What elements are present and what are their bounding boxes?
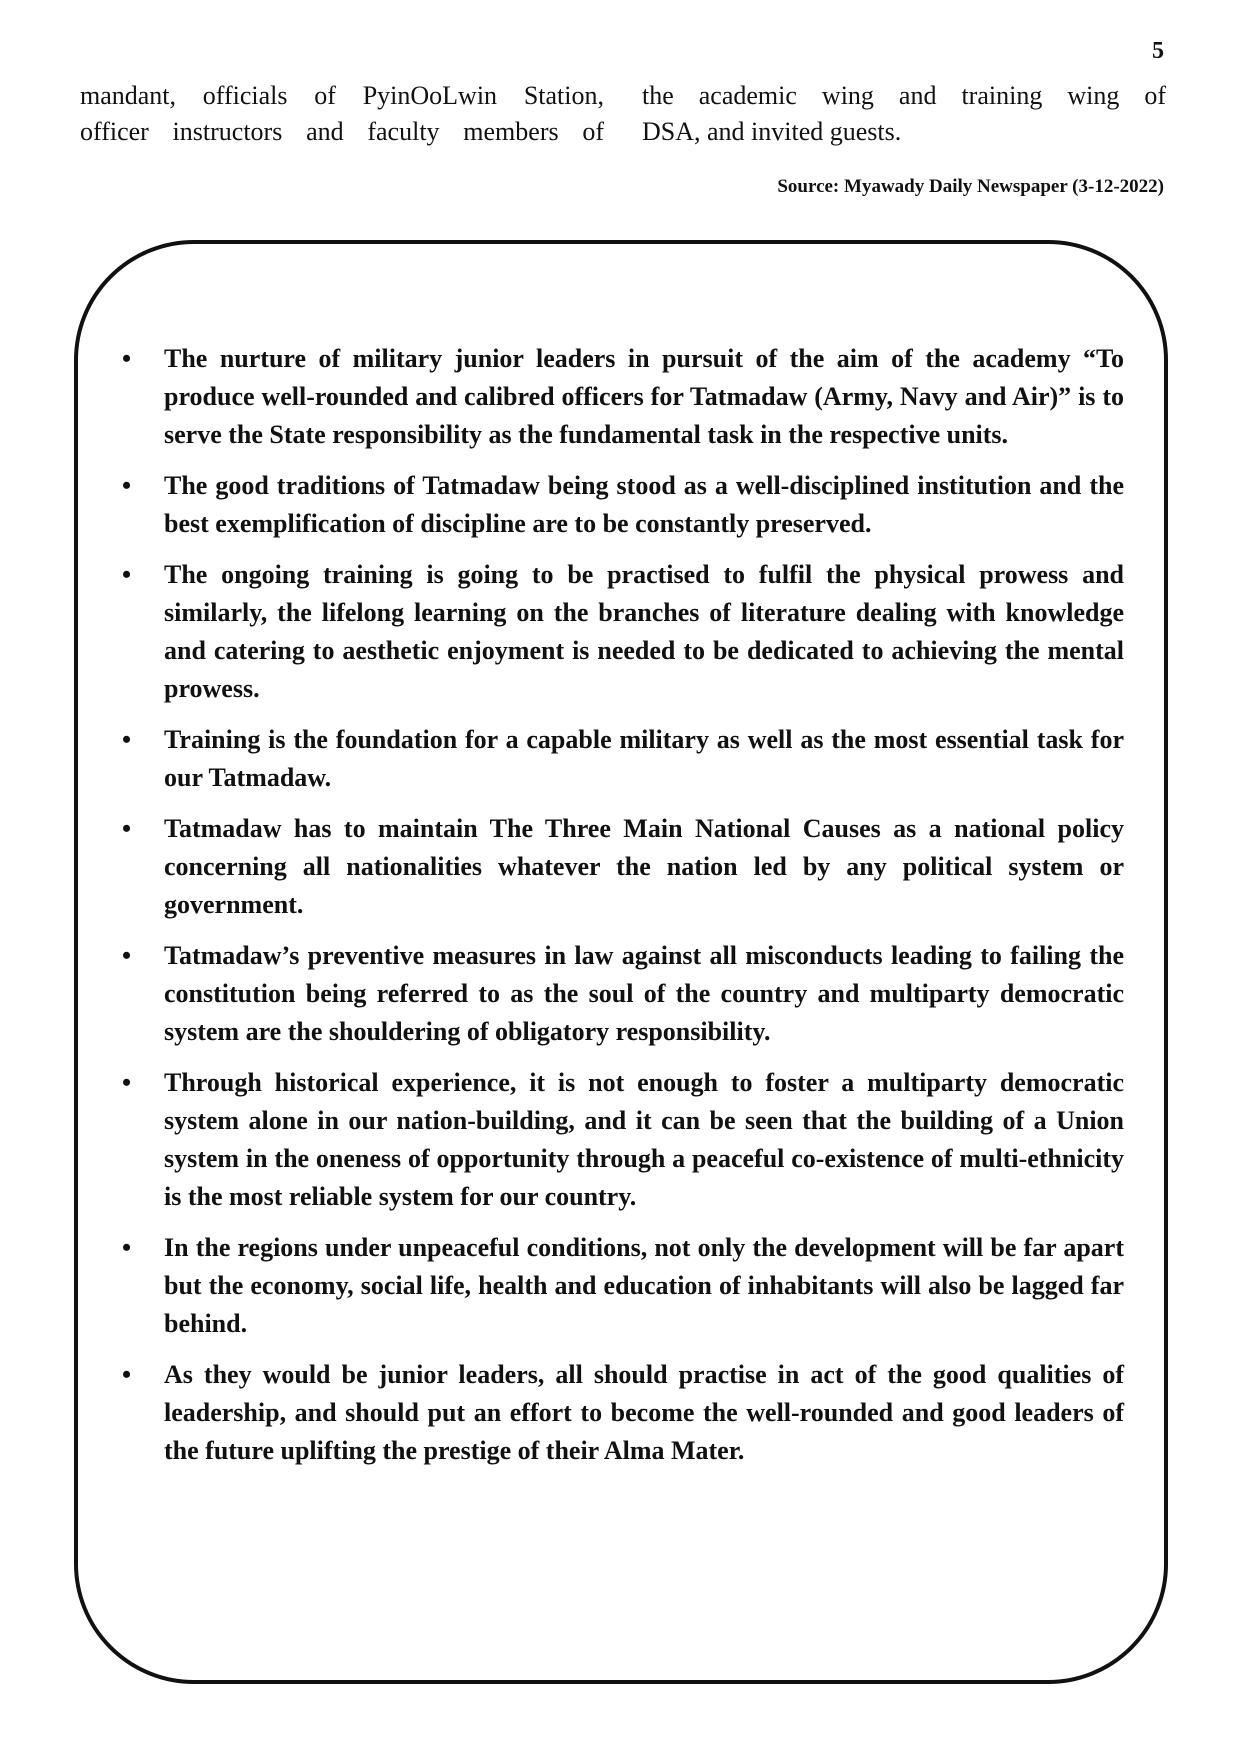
- bullet-icon: •: [122, 1068, 132, 1097]
- key-point-text: The nurture of military junior leaders in pursuit of the aim of the academy “To produce well-rounded and calibred officers for Tatmadaw (Army, Navy and Air)” is to serve the State responsibility as the fundamental task in the respective units.: [164, 344, 1124, 449]
- key-point-text: Training is the foundation for a capable military as well as the most essential task for our Tatmadaw.: [164, 725, 1124, 792]
- key-points-list: [122, 340, 1124, 1483]
- bullet-icon: •: [122, 814, 132, 843]
- key-point-text: As they would be junior leaders, all should practise in act of the good qualities of leadership, and should put an effort to become the well-rounded and good leaders of the future uplifting the prestige of their Alma Mater.: [164, 1360, 1124, 1465]
- intro-line: the academic wing and training wing of: [642, 81, 1166, 110]
- source-citation: Source: Myawady Daily Newspaper (3-12-2022): [777, 176, 1164, 197]
- intro-line: DSA, and invited guests.: [642, 117, 902, 146]
- intro-paragraph: [80, 78, 1166, 150]
- key-point: [122, 937, 1124, 1051]
- key-point-text: Through historical experience, it is not enough to foster a multiparty democratic system alone in our nation-building, and it can be seen that the building of a Union system in the oneness of opportunity through a peaceful co-existence of multi-ethnicity is the most reliable system for our country.: [164, 1068, 1124, 1211]
- bullet-icon: •: [122, 1360, 132, 1389]
- key-point: [122, 810, 1124, 924]
- bullet-icon: •: [122, 471, 132, 500]
- key-point: [122, 467, 1124, 543]
- bullet-icon: •: [122, 725, 132, 754]
- intro-line: mandant, officials of PyinOoLwin Station,: [80, 81, 604, 110]
- bullet-icon: •: [122, 560, 132, 589]
- key-point-text: In the regions under unpeaceful conditions, not only the development will be far apart but the economy, social life, health and education of inhabitants will also be lagged far behind.: [164, 1233, 1124, 1338]
- page-number: 5: [1152, 38, 1164, 64]
- key-point: [122, 1356, 1124, 1470]
- key-point: [122, 1229, 1124, 1343]
- bullet-icon: •: [122, 1233, 132, 1262]
- key-point: [122, 1064, 1124, 1216]
- bullet-icon: •: [122, 344, 132, 373]
- key-point-text: The ongoing training is going to be practised to fulfil the physical prowess and similarly, the lifelong learning on the branches of literature dealing with knowledge and catering to aesthetic enjoyment is needed to be dedicated to achieving the mental prowess.: [164, 560, 1124, 703]
- intro-left-column: [80, 78, 604, 150]
- bullet-icon: •: [122, 941, 132, 970]
- key-point-text: The good traditions of Tatmadaw being stood as a well-disciplined institution and the best exemplification of discipline are to be constantly preserved.: [164, 471, 1124, 538]
- intro-line: officer instructors and faculty members of: [80, 117, 604, 146]
- intro-right-column: [642, 78, 1166, 150]
- key-point-text: Tatmadaw’s preventive measures in law against all misconducts leading to failing the constitution being referred to as the soul of the country and multiparty democratic system are the shouldering of obligatory responsibility.: [164, 941, 1124, 1046]
- key-point: [122, 556, 1124, 708]
- key-point: [122, 340, 1124, 454]
- key-point: [122, 721, 1124, 797]
- key-point-text: Tatmadaw has to maintain The Three Main National Causes as a national policy concerning all nationalities whatever the nation led by any political system or government.: [164, 814, 1124, 919]
